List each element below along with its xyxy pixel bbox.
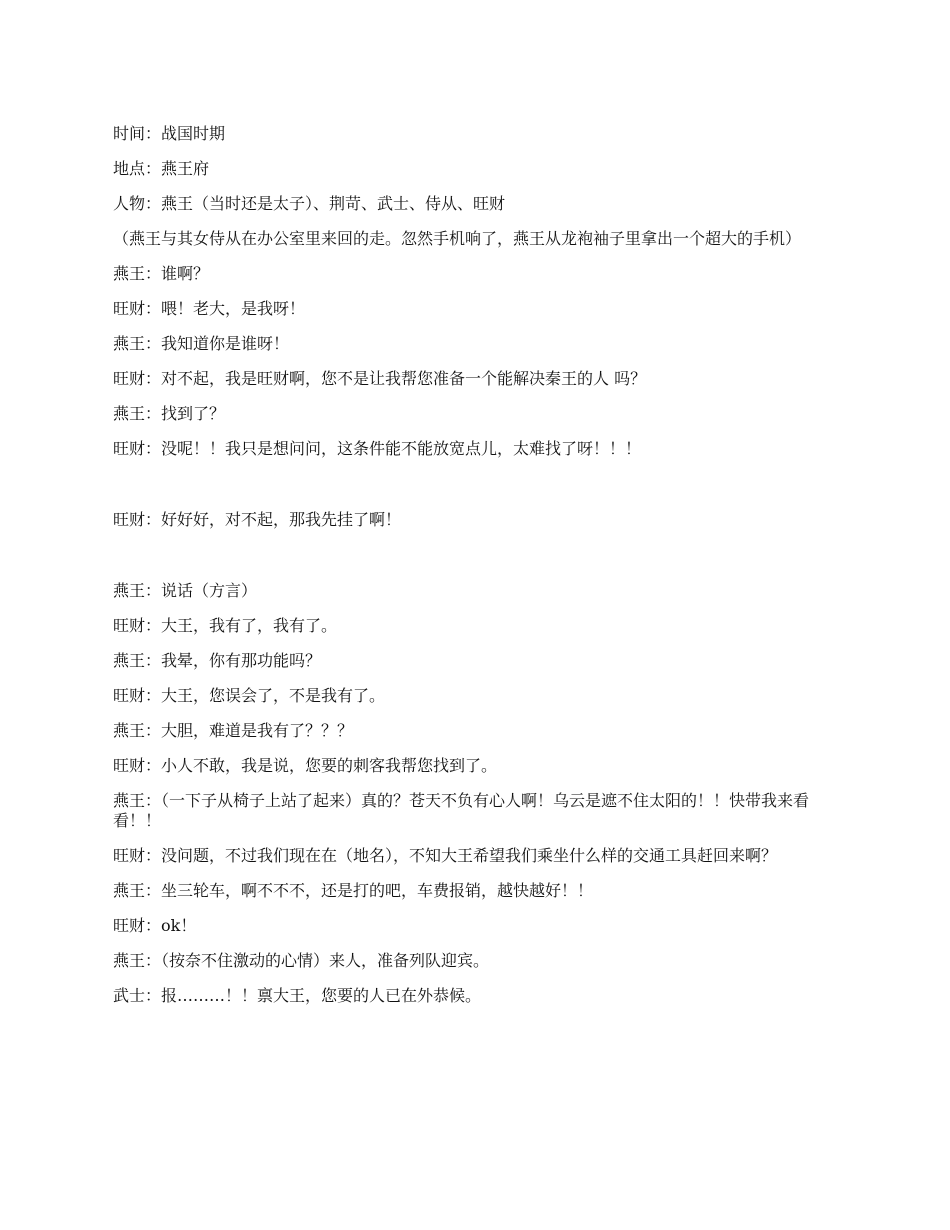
- script-text: [113, 124, 840, 1021]
- dialogue-line: 燕王：（一下子从椅子上站了起来）真的？苍天不负有心人啊！乌云是遮不住太阳的！！快带我来看看！！: [113, 791, 810, 830]
- dialogue-line: 燕王：我知道你是谁呀！: [113, 334, 290, 353]
- dialogue-line: 旺财：ok！: [113, 916, 197, 935]
- blank-space: [113, 545, 840, 581]
- dialogue-line: 燕王：谁啊？: [113, 264, 210, 283]
- dialogue-line: 旺财：喂！老大，是我呀！: [113, 299, 306, 318]
- dialogue-line: 燕王：坐三轮车，啊不不不，还是打的吧，车费报销，越快越好！！: [113, 881, 594, 900]
- time-line: 时间：战国时期: [113, 124, 226, 143]
- dialogue-line: 旺财：没问题，不过我们现在在（地名），不知大王希望我们乘坐什么样的交通工具赶回来啊？: [113, 846, 778, 865]
- dialogue-line: 武士：报………！！禀大王，您要的人已在外恭候。: [113, 986, 482, 1005]
- dialogue-line: 旺财：大王，我有了，我有了。: [113, 616, 338, 635]
- dialogue-line: 旺财：没呢！！我只是想问问，这条件能不能放宽点儿，太难找了呀！！！: [113, 439, 642, 458]
- stage-direction: （燕王与其女侍从在办公室里来回的走。忽然手机响了，燕王从龙袍袖子里拿出一个超大的手机）: [113, 229, 802, 248]
- dialogue-line: 燕王：（按奈不住激动的心情）来人，准备列队迎宾。: [113, 951, 490, 970]
- place-line: 地点：燕王府: [113, 159, 210, 178]
- dialogue-line: 旺财：好好好，对不起，那我先挂了啊！: [113, 510, 402, 529]
- dialogue-line: 旺财：小人不敢，我是说，您要的刺客我帮您找到了。: [113, 756, 498, 775]
- dialogue-line: 燕王：大胆，难道是我有了？？？: [113, 721, 354, 740]
- dialogue-line: 燕王：我晕，你有那功能吗？: [113, 651, 322, 670]
- blank-space: [113, 474, 840, 510]
- characters-line: 人物：燕王（当时还是太子）、荆苛、武士、侍从、旺财: [113, 194, 506, 213]
- dialogue-line: 旺财：对不起，我是旺财啊，您不是让我帮您准备一个能解决秦王的人 吗？: [113, 369, 647, 388]
- dialogue-line: 燕王：找到了？: [113, 404, 226, 423]
- dialogue-line: 旺财：大王，您误会了，不是我有了。: [113, 686, 386, 705]
- dialogue-line: 燕王：说话（方言）: [113, 581, 258, 600]
